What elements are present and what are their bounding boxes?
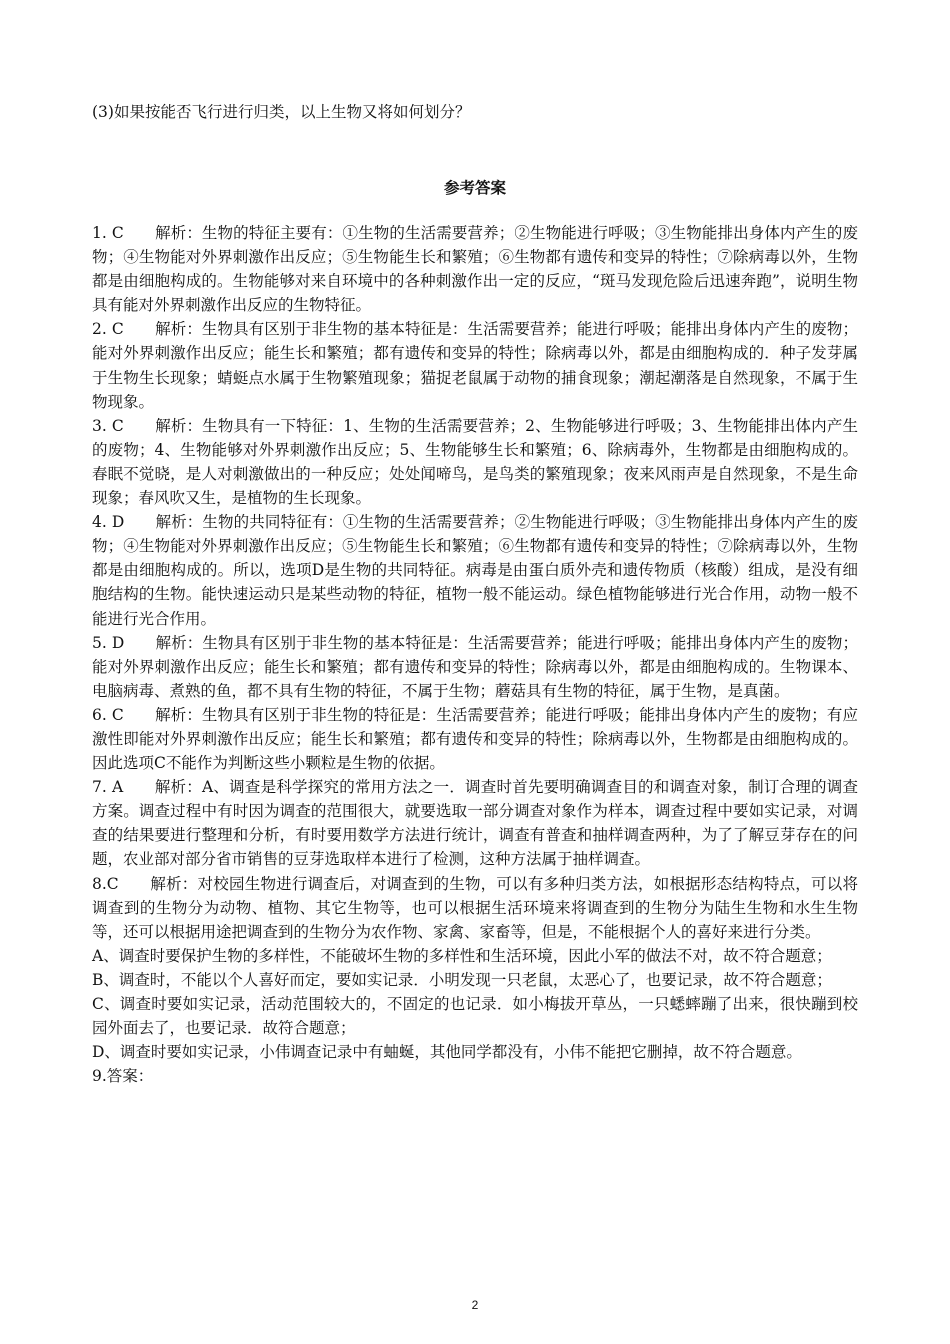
answer-item: 9.答案： — [92, 1067, 154, 1086]
answer-item: 1. C 解析：生物的特征主要有：①生物的生活需要营养；②生物能进行呼吸；③生物能排出身体内产生的废物；④生物能对外界刺激作出反应；⑤生物能生长和繁殖；⑥生物都有遗传和变异的特性；⑦除病毒以外，生物都是由细胞构成的。生物能够对来自环境中的各种刺激作出一定的反应，“斑马发现危险后迅速奔跑”，说明生物具有能对外界刺激作出反应的生物特征。 — [92, 224, 858, 315]
answers-section — [92, 221, 858, 1088]
answer-item: 4. D 解析：生物的共同特征有：①生物的生活需要营养；②生物能进行呼吸；③生物能排出身体内产生的废物；④生物能对外界刺激作出反应；⑤生物能生长和繁殖；⑥生物都有遗传和变异的特性；⑦除病毒以外，生物都是由细胞构成的。所以，选项D是生物的共同特征。病毒是由蛋白质外壳和遗传物质（核酸）组成，是没有细胞结构的生物。能快速运动只是某些动物的特征，植物一般不能运动。绿色植物能够进行光合作用，动物一般不能进行光合作用。 — [92, 513, 858, 628]
answer-item: 5. D 解析：生物具有区别于非生物的基本特征是：生活需要营养；能进行呼吸；能排出身体内产生的废物；能对外界刺激作出反应；能生长和繁殖；都有遗传和变异的特性；除病毒以外，都是由细胞构成的。生物课本、电脑病毒、煮熟的鱼，都不具有生物的特征，不属于生物；蘑菇具有生物的特征，属于生物，是真菌。 — [92, 633, 858, 700]
answer-option-line: B、调查时，不能以个人喜好而定，要如实记录．小明发现一只老鼠，太恶心了，也要记录，故不符合题意； — [92, 970, 832, 989]
answer-item: 3. C 解析：生物具有一下特征：1、生物的生活需要营养；2、生物能够进行呼吸；3、生物能排出体内产生的废物；4、生物能够对外界刺激作出反应；5、生物能够生长和繁殖；6、除病毒外，生物都是由细胞构成的。春眠不觉晓，是人对刺激做出的一种反应；处处闻啼鸟，是鸟类的繁殖现象；夜来风雨声是自然现象，不是生命现象；春风吹又生，是植物的生长现象。 — [92, 416, 858, 508]
answer-item: 7. A 解析：A、调查是科学探究的常用方法之一．调查时首先要明确调查目的和调查对象，制订合理的调查方案。调查过程中有时因为调查的范围很大，就要选取一部分调查对象作为样本，调查过程中要如实记录，对调查的结果要进行整理和分析，有时要用数学方法进行统计，调查有普查和抽样调查两种，为了了解豆芽存在的问题，农业部对部分省市销售的豆芽选取样本进行了检测，这种方法属于抽样调查。 — [92, 778, 858, 869]
answer-option-line: A、调查时要保护生物的多样性，不能破坏生物的多样性和生活环境，因此小军的做法不对，故不符合题意； — [92, 946, 832, 965]
answer-option-line: D、调查时要如实记录，小伟调查记录中有蚰蜒，其他同学都没有，小伟不能把它删掉，故不符合题意。 — [92, 1043, 802, 1062]
question-line: (3)如果按能否飞行进行归类，以上生物又将如何划分？ — [92, 103, 471, 121]
answer-item: 2. C 解析：生物具有区别于非生物的基本特征是：生活需要营养；能进行呼吸；能排出身体内产生的废物；能对外界刺激作出反应；能生长和繁殖；都有遗传和变异的特性；除病毒以外，都是由细胞构成的．种子发芽属于生物生长现象；蜻蜓点水属于生物繁殖现象；猫捉老鼠属于动物的捕食现象；潮起潮落是自然现象，不属于生物现象。 — [92, 320, 858, 411]
page-number: 2 — [471, 1298, 479, 1312]
answer-item: 6. C 解析：生物具有区别于非生物的特征是：生活需要营养；能进行呼吸；能排出身体内产生的废物；有应激性即能对外界刺激作出反应；能生长和繁殖；都有遗传和变异的特性；除病毒以外，生物都是由细胞构成的。因此选项C不能作为判断这些小颗粒是生物的依据。 — [92, 705, 858, 773]
answer-item: 8.C 解析：对校园生物进行调查后，对调查到的生物，可以有多种归类方法，如根据形态结构特点，可以将调查到的生物分为动物、植物、其它生物等，也可以根据生活环境来将调查到的生物分为陆生生物和水生生物等，还可以根据用途把调查到的生物分为农作物、家禽、家畜等，但是，不能根据个人的喜好来进行分类。 — [92, 874, 858, 941]
answer-option-line: C、调查时要如实记录，活动范围较大的，不固定的也记录．如小梅拔开草丛，一只蟋蟀蹦了出来，很快蹦到校园外面去了，也要记录．故符合题意； — [92, 995, 858, 1038]
answers-title: 参考答案 — [443, 178, 506, 197]
